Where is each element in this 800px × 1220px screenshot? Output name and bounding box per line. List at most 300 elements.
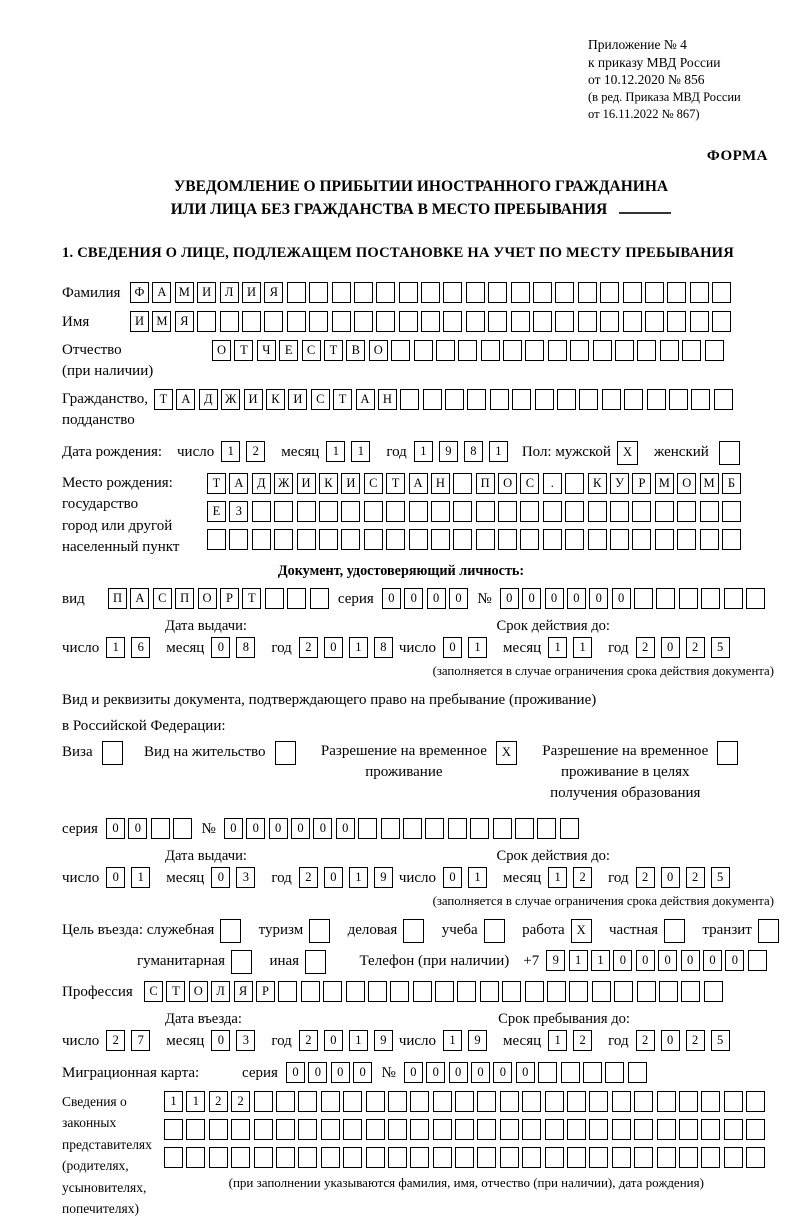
profession-cell[interactable] (413, 981, 432, 1002)
representatives-cell[interactable] (366, 1091, 385, 1112)
representatives-cell[interactable] (410, 1147, 429, 1168)
patronymic-cell[interactable] (548, 340, 567, 361)
permit-number-cell[interactable]: 0 (246, 818, 265, 839)
surname-cell[interactable]: Я (264, 282, 283, 303)
representatives-cell[interactable] (321, 1091, 340, 1112)
permit-number-cell[interactable] (448, 818, 467, 839)
birthplace-cell[interactable]: Н (431, 473, 450, 494)
profession-cell[interactable] (614, 981, 633, 1002)
birthplace-cell[interactable] (341, 529, 360, 550)
patronymic-cell[interactable] (525, 340, 544, 361)
representatives-cell[interactable] (522, 1119, 541, 1140)
birthplace-cell[interactable] (364, 529, 383, 550)
representatives-cell[interactable] (164, 1147, 183, 1168)
representatives-cell[interactable] (634, 1091, 653, 1112)
sex-male-box[interactable]: X (617, 441, 638, 465)
permit-number-cell[interactable]: 0 (291, 818, 310, 839)
birthplace-cell[interactable]: И (297, 473, 316, 494)
patronymic-cell[interactable]: Е (279, 340, 298, 361)
birthplace-cell[interactable]: Т (207, 473, 226, 494)
entry-year-cell[interactable]: 1 (349, 1030, 368, 1051)
name-cell[interactable] (667, 311, 686, 332)
patronymic-cell[interactable]: О (212, 340, 231, 361)
representatives-cell[interactable] (500, 1147, 519, 1168)
birthplace-cell[interactable]: З (229, 501, 248, 522)
birthplace-cell[interactable]: Б (722, 473, 741, 494)
representatives-cell[interactable] (276, 1119, 295, 1140)
stay-year-cell[interactable]: 2 (686, 1030, 705, 1051)
surname-cell[interactable]: Ф (130, 282, 149, 303)
citizenship-cell[interactable] (602, 389, 621, 410)
birthplace-cell[interactable]: Д (252, 473, 271, 494)
permit-number-cell[interactable]: 0 (269, 818, 288, 839)
phone-cell[interactable]: 1 (591, 950, 610, 971)
birthplace-cell[interactable]: Е (207, 501, 226, 522)
profession-cell[interactable]: Я (234, 981, 253, 1002)
name-cell[interactable] (533, 311, 552, 332)
birthplace-cell[interactable] (431, 529, 450, 550)
doc-expiry-year-cell[interactable]: 5 (711, 637, 730, 658)
birthplace-cell[interactable]: Ж (274, 473, 293, 494)
entry-month-cell[interactable]: 0 (211, 1030, 230, 1051)
birthplace-cell[interactable] (543, 501, 562, 522)
doc-number-cell[interactable]: 0 (545, 588, 564, 609)
representatives-cell[interactable] (545, 1091, 564, 1112)
phone-cell[interactable]: 9 (546, 950, 565, 971)
surname-cell[interactable] (488, 282, 507, 303)
representatives-cell[interactable]: 2 (231, 1091, 250, 1112)
birthplace-cell[interactable] (565, 529, 584, 550)
representatives-cell[interactable] (612, 1091, 631, 1112)
birthplace-cell[interactable] (520, 529, 539, 550)
birthplace-cell[interactable] (565, 473, 584, 494)
doc-series-cell[interactable]: 0 (427, 588, 446, 609)
phone-cell[interactable]: 0 (613, 950, 632, 971)
patronymic-cell[interactable] (705, 340, 724, 361)
name-cell[interactable] (421, 311, 440, 332)
patronymic-cell[interactable] (414, 340, 433, 361)
profession-cell[interactable] (502, 981, 521, 1002)
doc-issue-year-cell[interactable]: 2 (299, 637, 318, 658)
representatives-cell[interactable]: 2 (209, 1091, 228, 1112)
citizenship-cell[interactable] (400, 389, 419, 410)
migcard-number-cell[interactable]: 0 (449, 1062, 468, 1083)
patronymic-cell[interactable] (503, 340, 522, 361)
representatives-cell[interactable] (724, 1091, 743, 1112)
representatives-cell[interactable] (657, 1147, 676, 1168)
profession-cell[interactable] (681, 981, 700, 1002)
representatives-cell[interactable] (388, 1091, 407, 1112)
birthplace-cell[interactable]: Р (632, 473, 651, 494)
profession-cell[interactable] (278, 981, 297, 1002)
birthplace-cell[interactable] (677, 501, 696, 522)
representatives-cell[interactable] (701, 1091, 720, 1112)
representatives-cell[interactable] (746, 1147, 765, 1168)
permit-series-cell[interactable] (151, 818, 170, 839)
profession-cell[interactable] (301, 981, 320, 1002)
profession-cell[interactable] (547, 981, 566, 1002)
birthplace-cell[interactable]: С (364, 473, 383, 494)
sex-female-box[interactable] (719, 441, 740, 465)
representatives-cell[interactable] (343, 1091, 362, 1112)
birthplace-cell[interactable] (409, 529, 428, 550)
profession-cell[interactable] (323, 981, 342, 1002)
birthplace-cell[interactable] (207, 529, 226, 550)
doc-issue-year-cell[interactable]: 0 (324, 637, 343, 658)
entry-year-cell[interactable]: 9 (374, 1030, 393, 1051)
patronymic-cell[interactable] (593, 340, 612, 361)
name-cell[interactable] (264, 311, 283, 332)
phone-cell[interactable]: 0 (636, 950, 655, 971)
citizenship-cell[interactable] (490, 389, 509, 410)
surname-cell[interactable]: И (242, 282, 261, 303)
permit-expiry-year-cell[interactable]: 2 (686, 867, 705, 888)
name-cell[interactable] (242, 311, 261, 332)
migcard-number-cell[interactable]: 0 (493, 1062, 512, 1083)
migcard-number-cell[interactable]: 0 (516, 1062, 535, 1083)
name-cell[interactable] (600, 311, 619, 332)
stay-month-cell[interactable]: 1 (548, 1030, 567, 1051)
birthplace-cell[interactable] (409, 501, 428, 522)
surname-cell[interactable]: И (197, 282, 216, 303)
birthplace-cell[interactable]: М (655, 473, 674, 494)
doc-number-cell[interactable]: 0 (500, 588, 519, 609)
patronymic-cell[interactable] (682, 340, 701, 361)
doc-type-cell[interactable]: А (130, 588, 149, 609)
birthplace-cell[interactable] (297, 529, 316, 550)
permit-issue-year-cell[interactable]: 1 (349, 867, 368, 888)
migcard-series-cell[interactable]: 0 (286, 1062, 305, 1083)
name-cell[interactable] (220, 311, 239, 332)
permit-issue-day-cell[interactable]: 1 (131, 867, 150, 888)
citizenship-cell[interactable] (579, 389, 598, 410)
representatives-cell[interactable] (724, 1147, 743, 1168)
doc-issue-day-cell[interactable]: 6 (131, 637, 150, 658)
citizenship-cell[interactable] (647, 389, 666, 410)
representatives-cell[interactable] (746, 1091, 765, 1112)
patronymic-cell[interactable]: В (346, 340, 365, 361)
citizenship-cell[interactable]: Т (154, 389, 173, 410)
birthplace-cell[interactable] (632, 529, 651, 550)
representatives-cell[interactable] (522, 1147, 541, 1168)
permit-issue-year-cell[interactable]: 9 (374, 867, 393, 888)
birthplace-cell[interactable] (498, 501, 517, 522)
patronymic-cell[interactable] (481, 340, 500, 361)
doc-type-cell[interactable]: Т (242, 588, 261, 609)
surname-cell[interactable] (690, 282, 709, 303)
surname-cell[interactable] (376, 282, 395, 303)
permit-series-cell[interactable]: 0 (128, 818, 147, 839)
permit-number-cell[interactable] (515, 818, 534, 839)
birthplace-cell[interactable] (588, 501, 607, 522)
permit-number-cell[interactable] (470, 818, 489, 839)
representatives-cell[interactable] (186, 1119, 205, 1140)
purpose-other-box[interactable] (305, 950, 326, 974)
phone-cell[interactable]: 0 (725, 950, 744, 971)
name-cell[interactable] (690, 311, 709, 332)
citizenship-cell[interactable]: Т (333, 389, 352, 410)
birthplace-cell[interactable] (453, 473, 472, 494)
representatives-cell[interactable] (455, 1119, 474, 1140)
permit-expiry-day-cell[interactable]: 1 (468, 867, 487, 888)
birthplace-cell[interactable] (229, 529, 248, 550)
rvp-education-box[interactable] (717, 741, 738, 765)
doc-number-cell[interactable] (679, 588, 698, 609)
surname-cell[interactable]: М (175, 282, 194, 303)
citizenship-cell[interactable]: А (176, 389, 195, 410)
representatives-cell[interactable] (477, 1091, 496, 1112)
doc-expiry-year-cell[interactable]: 2 (636, 637, 655, 658)
representatives-cell[interactable] (589, 1091, 608, 1112)
profession-cell[interactable] (525, 981, 544, 1002)
representatives-cell[interactable] (298, 1147, 317, 1168)
birthplace-cell[interactable]: К (588, 473, 607, 494)
representatives-cell[interactable] (433, 1147, 452, 1168)
permit-issue-year-cell[interactable]: 0 (324, 867, 343, 888)
representatives-cell[interactable] (612, 1119, 631, 1140)
representatives-cell[interactable] (164, 1119, 183, 1140)
permit-issue-month-cell[interactable]: 0 (211, 867, 230, 888)
doc-issue-month-cell[interactable]: 8 (236, 637, 255, 658)
profession-cell[interactable] (457, 981, 476, 1002)
representatives-cell[interactable] (589, 1147, 608, 1168)
birthplace-cell[interactable]: И (341, 473, 360, 494)
citizenship-cell[interactable] (714, 389, 733, 410)
migcard-number-cell[interactable] (605, 1062, 624, 1083)
surname-cell[interactable] (354, 282, 373, 303)
doc-type-cell[interactable] (287, 588, 306, 609)
representatives-cell[interactable]: 1 (186, 1091, 205, 1112)
doc-series-cell[interactable]: 0 (404, 588, 423, 609)
citizenship-cell[interactable]: Ж (221, 389, 240, 410)
name-cell[interactable] (645, 311, 664, 332)
representatives-cell[interactable] (500, 1119, 519, 1140)
patronymic-cell[interactable] (391, 340, 410, 361)
birthplace-cell[interactable] (543, 529, 562, 550)
permit-issue-day-cell[interactable]: 0 (106, 867, 125, 888)
doc-series-cell[interactable]: 0 (449, 588, 468, 609)
representatives-cell[interactable] (298, 1091, 317, 1112)
representatives-cell[interactable] (477, 1119, 496, 1140)
surname-cell[interactable] (533, 282, 552, 303)
surname-cell[interactable] (443, 282, 462, 303)
visa-box[interactable] (102, 741, 123, 765)
doc-type-cell[interactable]: Р (220, 588, 239, 609)
migcard-number-cell[interactable] (628, 1062, 647, 1083)
doc-expiry-year-cell[interactable]: 0 (661, 637, 680, 658)
representatives-cell[interactable] (186, 1147, 205, 1168)
profession-cell[interactable]: Т (166, 981, 185, 1002)
name-cell[interactable]: Я (175, 311, 194, 332)
representatives-cell[interactable] (477, 1147, 496, 1168)
profession-cell[interactable]: С (144, 981, 163, 1002)
representatives-cell[interactable] (634, 1119, 653, 1140)
representatives-cell[interactable] (455, 1147, 474, 1168)
permit-number-cell[interactable]: 0 (336, 818, 355, 839)
birthplace-cell[interactable] (610, 529, 629, 550)
representatives-cell[interactable] (589, 1119, 608, 1140)
doc-type-cell[interactable]: П (175, 588, 194, 609)
representatives-cell[interactable] (254, 1147, 273, 1168)
representatives-cell[interactable] (701, 1119, 720, 1140)
name-cell[interactable] (712, 311, 731, 332)
birthplace-cell[interactable]: К (319, 473, 338, 494)
permit-expiry-day-cell[interactable]: 0 (443, 867, 462, 888)
profession-cell[interactable]: О (189, 981, 208, 1002)
representatives-cell[interactable] (567, 1119, 586, 1140)
purpose-study-box[interactable] (484, 919, 505, 943)
doc-expiry-year-cell[interactable]: 2 (686, 637, 705, 658)
migcard-number-cell[interactable]: 0 (404, 1062, 423, 1083)
doc-number-cell[interactable]: 0 (567, 588, 586, 609)
representatives-cell[interactable] (724, 1119, 743, 1140)
permit-expiry-month-cell[interactable]: 2 (573, 867, 592, 888)
name-cell[interactable] (623, 311, 642, 332)
permit-expiry-year-cell[interactable]: 0 (661, 867, 680, 888)
citizenship-cell[interactable]: К (266, 389, 285, 410)
surname-cell[interactable] (332, 282, 351, 303)
name-cell[interactable] (197, 311, 216, 332)
citizenship-cell[interactable]: А (356, 389, 375, 410)
patronymic-cell[interactable] (637, 340, 656, 361)
doc-expiry-day-cell[interactable]: 0 (443, 637, 462, 658)
birthplace-cell[interactable] (722, 529, 741, 550)
citizenship-cell[interactable] (512, 389, 531, 410)
birth-year-cell[interactable]: 9 (439, 441, 458, 462)
profession-cell[interactable] (390, 981, 409, 1002)
birthplace-cell[interactable] (588, 529, 607, 550)
representatives-cell[interactable] (298, 1119, 317, 1140)
representatives-cell[interactable] (657, 1119, 676, 1140)
permit-series-cell[interactable]: 0 (106, 818, 125, 839)
permit-expiry-month-cell[interactable]: 1 (548, 867, 567, 888)
birth-day-cell[interactable]: 1 (221, 441, 240, 462)
representatives-cell[interactable] (701, 1147, 720, 1168)
representatives-cell[interactable] (388, 1119, 407, 1140)
birthplace-cell[interactable] (677, 529, 696, 550)
name-cell[interactable] (332, 311, 351, 332)
migcard-series-cell[interactable]: 0 (308, 1062, 327, 1083)
representatives-cell[interactable] (276, 1147, 295, 1168)
surname-cell[interactable] (287, 282, 306, 303)
purpose-tourism-box[interactable] (309, 919, 330, 943)
citizenship-cell[interactable] (557, 389, 576, 410)
birthplace-cell[interactable] (632, 501, 651, 522)
representatives-cell[interactable] (679, 1119, 698, 1140)
birth-year-cell[interactable]: 1 (489, 441, 508, 462)
profession-cell[interactable] (480, 981, 499, 1002)
birthplace-cell[interactable] (252, 529, 271, 550)
birthplace-cell[interactable] (453, 529, 472, 550)
representatives-cell[interactable] (209, 1147, 228, 1168)
birthplace-cell[interactable] (610, 501, 629, 522)
representatives-cell[interactable] (567, 1147, 586, 1168)
surname-cell[interactable] (555, 282, 574, 303)
surname-cell[interactable] (712, 282, 731, 303)
name-cell[interactable] (511, 311, 530, 332)
birthplace-cell[interactable] (565, 501, 584, 522)
purpose-private-box[interactable] (664, 919, 685, 943)
surname-cell[interactable] (511, 282, 530, 303)
surname-cell[interactable] (421, 282, 440, 303)
name-cell[interactable] (466, 311, 485, 332)
name-cell[interactable] (376, 311, 395, 332)
profession-cell[interactable] (704, 981, 723, 1002)
stay-month-cell[interactable]: 2 (573, 1030, 592, 1051)
doc-expiry-day-cell[interactable]: 1 (468, 637, 487, 658)
birthplace-cell[interactable] (364, 501, 383, 522)
citizenship-cell[interactable]: И (244, 389, 263, 410)
citizenship-cell[interactable] (423, 389, 442, 410)
profession-cell[interactable] (569, 981, 588, 1002)
purpose-humanitarian-box[interactable] (231, 950, 252, 974)
birthplace-cell[interactable] (722, 501, 741, 522)
doc-number-cell[interactable] (634, 588, 653, 609)
doc-type-cell[interactable]: П (108, 588, 127, 609)
representatives-cell[interactable] (500, 1091, 519, 1112)
representatives-cell[interactable] (746, 1119, 765, 1140)
surname-cell[interactable] (578, 282, 597, 303)
name-cell[interactable] (555, 311, 574, 332)
citizenship-cell[interactable]: С (311, 389, 330, 410)
representatives-cell[interactable] (679, 1147, 698, 1168)
representatives-cell[interactable] (343, 1119, 362, 1140)
citizenship-cell[interactable] (445, 389, 464, 410)
citizenship-cell[interactable]: Н (378, 389, 397, 410)
citizenship-cell[interactable] (691, 389, 710, 410)
birthplace-cell[interactable] (386, 529, 405, 550)
stay-day-cell[interactable]: 9 (468, 1030, 487, 1051)
birthplace-cell[interactable] (476, 529, 495, 550)
name-cell[interactable] (488, 311, 507, 332)
migcard-number-cell[interactable]: 0 (471, 1062, 490, 1083)
surname-cell[interactable] (645, 282, 664, 303)
doc-issue-year-cell[interactable]: 8 (374, 637, 393, 658)
profession-cell[interactable] (659, 981, 678, 1002)
permit-number-cell[interactable]: 0 (224, 818, 243, 839)
birthplace-cell[interactable] (476, 501, 495, 522)
rvp-box[interactable]: X (496, 741, 517, 765)
phone-cell[interactable]: 1 (569, 950, 588, 971)
purpose-business-box[interactable] (403, 919, 424, 943)
birthplace-cell[interactable] (655, 529, 674, 550)
birthplace-cell[interactable]: А (409, 473, 428, 494)
name-cell[interactable] (354, 311, 373, 332)
surname-cell[interactable] (600, 282, 619, 303)
name-cell[interactable]: М (152, 311, 171, 332)
representatives-cell[interactable] (612, 1147, 631, 1168)
representatives-cell[interactable] (343, 1147, 362, 1168)
entry-day-cell[interactable]: 2 (106, 1030, 125, 1051)
birthplace-cell[interactable] (700, 501, 719, 522)
birthplace-cell[interactable]: Т (386, 473, 405, 494)
patronymic-cell[interactable]: С (302, 340, 321, 361)
name-cell[interactable]: И (130, 311, 149, 332)
migcard-number-cell[interactable]: 0 (426, 1062, 445, 1083)
entry-day-cell[interactable]: 7 (131, 1030, 150, 1051)
surname-cell[interactable]: Л (220, 282, 239, 303)
phone-cell[interactable]: 0 (681, 950, 700, 971)
doc-number-cell[interactable] (701, 588, 720, 609)
profession-cell[interactable] (346, 981, 365, 1002)
stay-year-cell[interactable]: 5 (711, 1030, 730, 1051)
doc-expiry-month-cell[interactable]: 1 (573, 637, 592, 658)
patronymic-cell[interactable] (458, 340, 477, 361)
profession-cell[interactable]: Р (256, 981, 275, 1002)
birthplace-cell[interactable] (319, 529, 338, 550)
representatives-cell[interactable] (410, 1119, 429, 1140)
purpose-work-box[interactable]: X (571, 919, 592, 943)
